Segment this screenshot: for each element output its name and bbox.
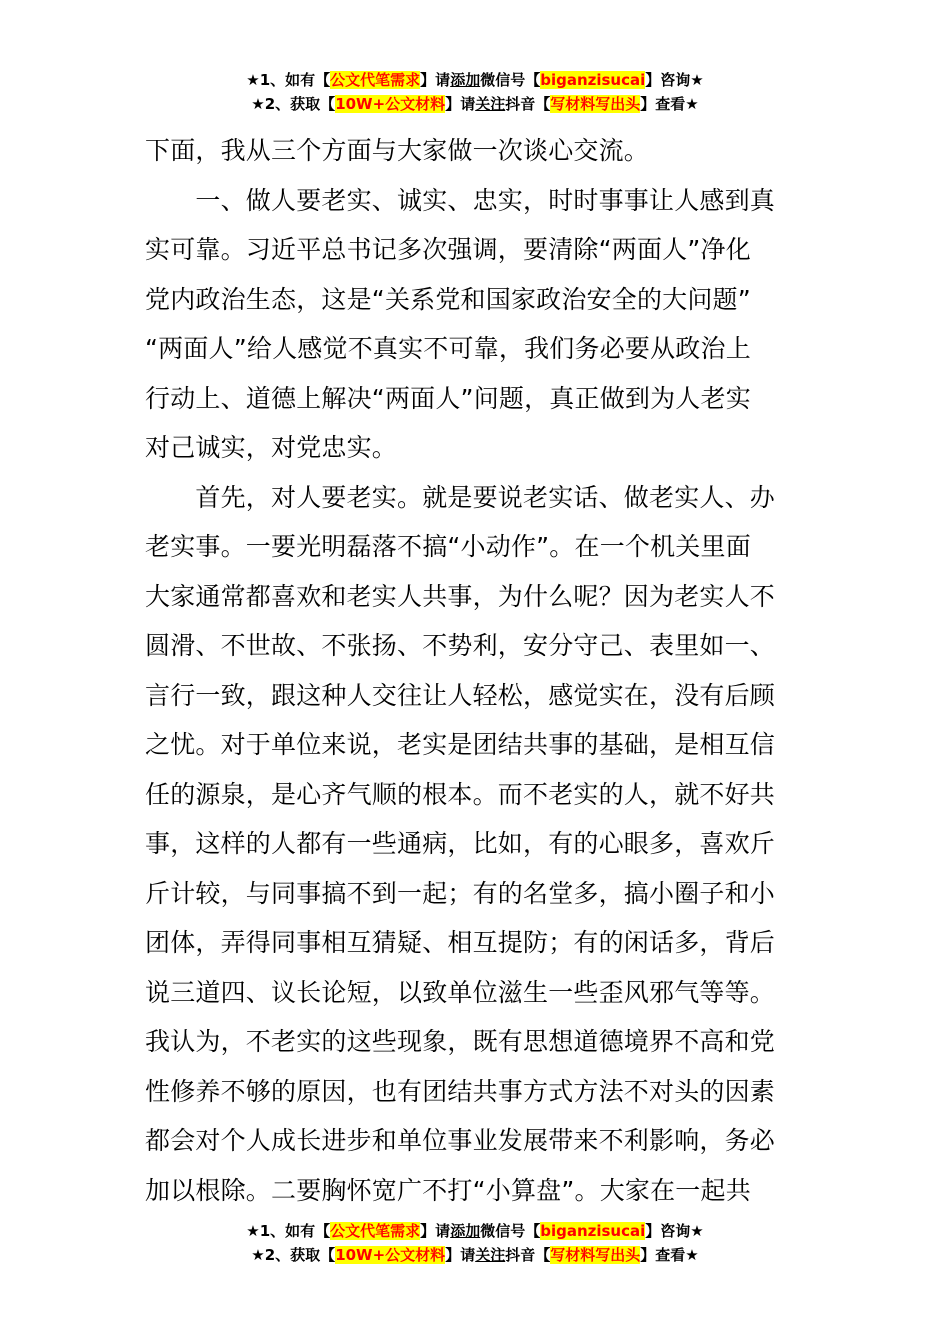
body-line: 加以根除。二要胸怀宽广不打“小算盘”。大家在一起共 [145, 1175, 751, 1205]
body-line: 大家通常都喜欢和老实人共事，为什么呢？因为老实人不 [145, 581, 776, 611]
body-line: 一、做人要老实、诚实、忠实，时时事事让人感到真 [145, 185, 776, 215]
banner-text: 】请 [420, 71, 451, 89]
banner-text: ★1、如有【 [246, 71, 331, 89]
banner-highlight-douyin: 写材料写出头 [550, 95, 641, 113]
banner-highlight-wechat-id: biganzisucai [540, 1222, 646, 1240]
banner-text: 抖音【 [505, 95, 551, 113]
banner-line-1 [0, 68, 950, 92]
document-body [145, 126, 807, 1215]
banner-text: 微信号【 [480, 71, 541, 89]
body-line: 实可靠。习近平总书记多次强调，要清除“两面人”净化 [145, 235, 751, 264]
banner-line-2 [0, 1243, 950, 1267]
body-line: 圆滑、不世故、不张扬、不势利，安分守己、表里如一、 [145, 631, 776, 660]
banner-text: 】请 [445, 1246, 476, 1264]
body-line: 首先，对人要老实。就是要说老实话、做老实人、办 [145, 482, 776, 512]
banner-highlight: 10W+公文材料 [335, 1246, 446, 1264]
body-line: 行动上、道德上解决“两面人”问题，真正做到为人老实 [145, 383, 751, 413]
banner-text: ★2、获取【 [251, 1246, 336, 1264]
body-line: 任的源泉，是心齐气顺的根本。而不老实的人，就不好共 [145, 779, 776, 809]
body-line: 之忧。对于单位来说，老实是团结共事的基础，是相互信 [145, 730, 776, 759]
banner-text: 】请 [445, 95, 476, 113]
body-line: 斤计较，与同事搞不到一起；有的名堂多，搞小圈子和小 [145, 878, 776, 908]
banner-text: 】查看★ [640, 1246, 699, 1264]
banner-text: ★1、如有【 [246, 1222, 331, 1240]
banner-text: 微信号【 [480, 1222, 541, 1240]
banner-highlight-wechat-id: biganzisucai [540, 71, 646, 89]
body-line: 对己诚实，对党忠实。 [145, 433, 398, 462]
banner-underlined: 关注 [475, 1246, 506, 1264]
bottom-banner [0, 1219, 950, 1267]
top-banner [0, 68, 950, 116]
banner-text: ★2、获取【 [251, 95, 336, 113]
banner-highlight: 公文代笔需求 [330, 71, 421, 89]
body-line: 性修养不够的原因，也有团结共事方式方法不对头的因素 [145, 1076, 776, 1106]
body-line: 老实事。一要光明磊落不搞“小动作”。在一个机关里面 [145, 532, 751, 561]
body-line: 都会对个人成长进步和单位事业发展带来不利影响，务必 [145, 1126, 776, 1155]
body-line: 下面，我从三个方面与大家做一次谈心交流。 [145, 136, 650, 165]
body-line: 党内政治生态，这是“关系党和国家政治安全的大问题” [145, 284, 751, 314]
banner-highlight: 10W+公文材料 [335, 95, 446, 113]
banner-highlight-douyin: 写材料写出头 [550, 1246, 641, 1264]
banner-text: 】咨询★ [645, 1222, 704, 1240]
body-line: 我认为，不老实的这些现象，既有思想道德境界不高和党 [145, 1027, 776, 1056]
body-line: 事，这样的人都有一些通病，比如，有的心眼多，喜欢斤 [145, 829, 776, 858]
banner-text: 】请 [420, 1222, 451, 1240]
body-line: “两面人”给人感觉不真实不可靠，我们务必要从政治上 [145, 334, 751, 363]
banner-underlined: 添加 [450, 71, 481, 89]
banner-underlined: 添加 [450, 1222, 481, 1240]
banner-text: 抖音【 [505, 1246, 551, 1264]
banner-underlined: 关注 [475, 95, 506, 113]
banner-highlight: 公文代笔需求 [330, 1222, 421, 1240]
banner-line-2 [0, 92, 950, 116]
banner-line-1 [0, 1219, 950, 1243]
body-line: 团体，弄得同事相互猜疑、相互提防；有的闲话多，背后 [145, 928, 776, 957]
body-line: 言行一致，跟这种人交往让人轻松，感觉实在，没有后顾 [145, 680, 776, 710]
banner-text: 】咨询★ [645, 71, 704, 89]
body-line: 说三道四、议长论短，以致单位滋生一些歪风邪气等等。 [145, 977, 776, 1007]
banner-text: 】查看★ [640, 95, 699, 113]
